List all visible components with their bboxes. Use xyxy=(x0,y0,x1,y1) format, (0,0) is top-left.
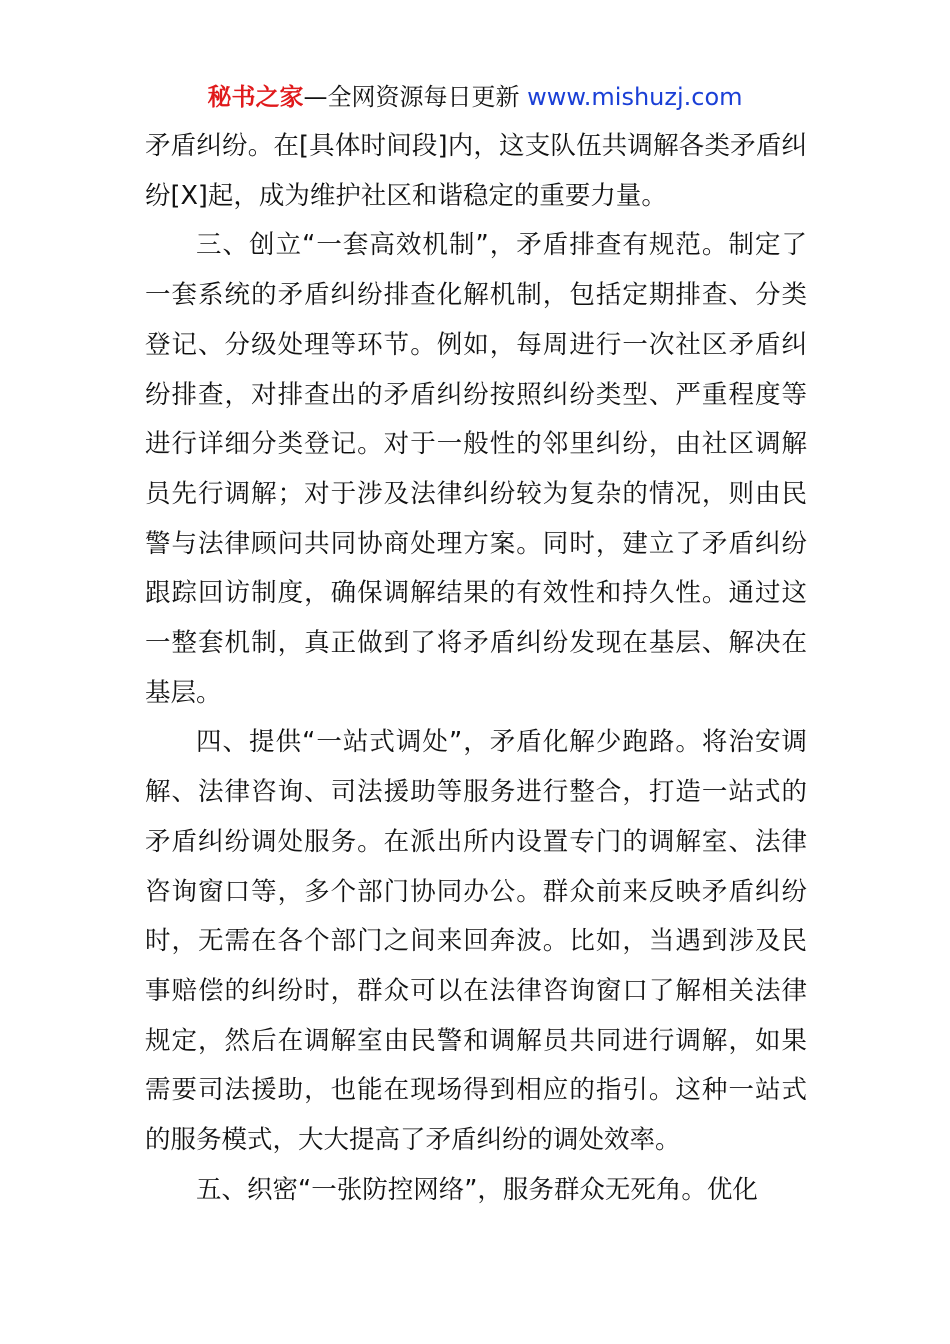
site-brand: 秘书之家 xyxy=(207,83,304,111)
document-body xyxy=(145,122,807,1215)
paragraph-section-four: 四、提供“一站式调处”，矛盾化解少跑路。将治安调解、法律咨询、司法援助等服务进行整合，打造一站式的矛盾纠纷调处服务。在派出所内设置专门的调解室、法律咨询窗口等，多个部门协同办公。群众前来反映矛盾纠纷时，无需在各个部门之间来回奔波。比如，当遇到涉及民事赔偿的纠纷时，群众可以在法律咨询窗口了解相关法律规定，然后在调解室由民警和调解员共同进行调解，如果需要司法援助，也能在现场得到相应的指引。这种一站式的服务模式，大大提高了矛盾纠纷的调处效率。 xyxy=(145,727,807,1156)
site-header xyxy=(0,82,950,112)
paragraph-section-five: 五、织密“一张防控网络”，服务群众无死角。优化 xyxy=(196,1174,758,1205)
site-tagline: —全网资源每日更新 xyxy=(303,83,528,111)
paragraph-continuation: 矛盾纠纷。在[具体时间段]内，这支队伍共调解各类矛盾纠纷[X]起，成为维护社区和谐稳定的重要力量。 xyxy=(145,131,807,211)
site-url-link[interactable]: www.mishuzj.com xyxy=(527,83,743,111)
paragraph-section-three: 三、创立“一套高效机制”，矛盾排查有规范。制定了一套系统的矛盾纠纷排查化解机制，包括定期排查、分类登记、分级处理等环节。例如，每周进行一次社区矛盾纠纷排查，对排查出的矛盾纠纷按照纠纷类型、严重程度等进行详细分类登记。对于一般性的邻里纠纷，由社区调解员先行调解；对于涉及法律纠纷较为复杂的情况，则由民警与法律顾问共同协商处理方案。同时，建立了矛盾纠纷跟踪回访制度，确保调解结果的有效性和持久性。通过这一整套机制，真正做到了将矛盾纠纷发现在基层、解决在基层。 xyxy=(145,230,807,708)
